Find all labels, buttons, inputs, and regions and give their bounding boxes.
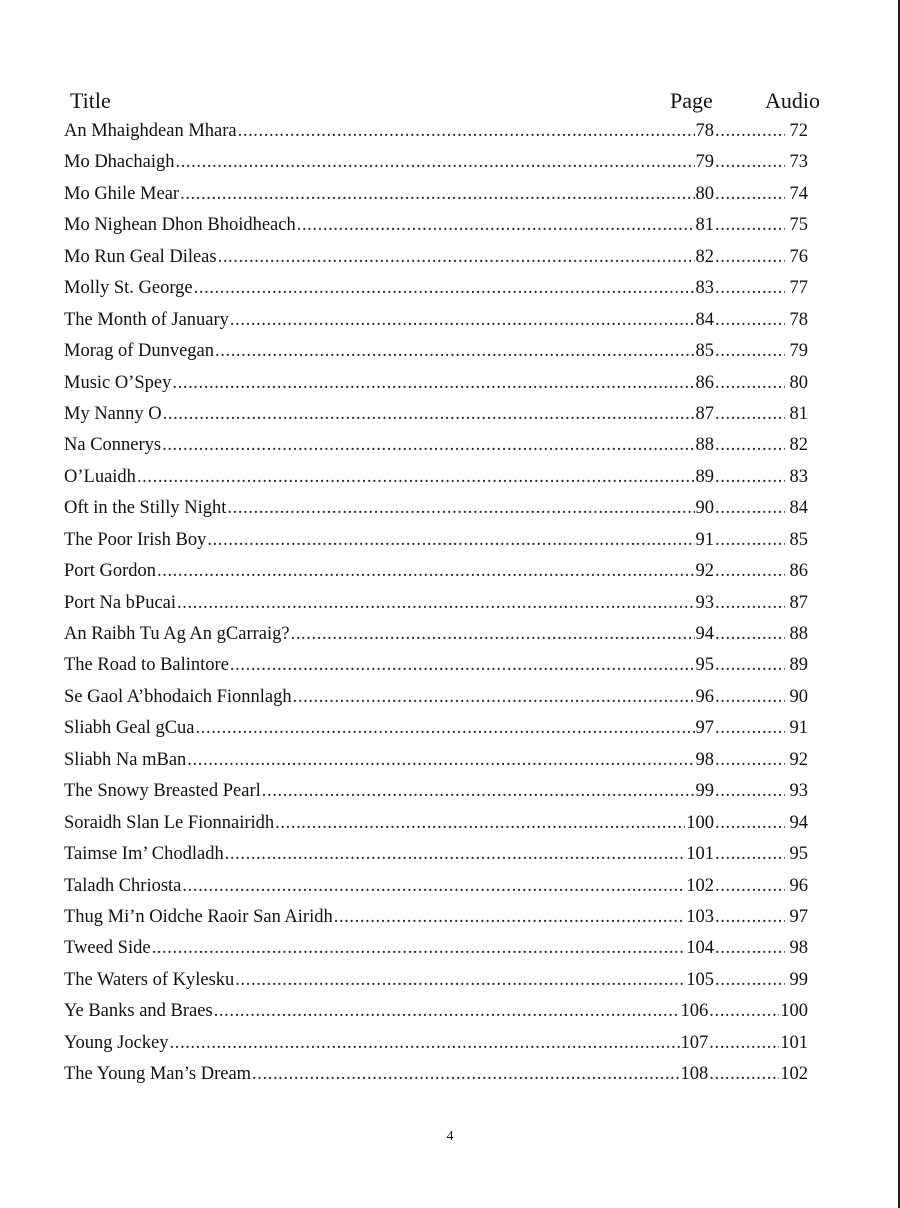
dot-leader: [196, 718, 695, 739]
toc-entry: [64, 121, 808, 152]
entry-page-number: 93: [695, 592, 714, 613]
dot-leader: [182, 876, 685, 897]
dot-leader: [177, 593, 694, 614]
toc-entry: [64, 687, 808, 718]
entry-audio-track: 79: [789, 341, 808, 362]
entry-title: The Young Man’s Dream: [64, 1064, 252, 1085]
dot-leader: [180, 184, 694, 205]
page-number: 4: [446, 1129, 454, 1144]
toc-entry: [64, 876, 808, 907]
dot-leader: [715, 247, 785, 268]
dot-leader: [709, 1033, 779, 1054]
dot-leader: [230, 310, 695, 331]
dot-leader: [175, 152, 694, 173]
entry-title: Sliabh Na mBan: [64, 749, 187, 770]
entry-audio-track: 87: [789, 592, 808, 613]
entry-page-number: 107: [680, 1032, 709, 1053]
entry-audio-track: 78: [789, 309, 808, 330]
toc-entry: [64, 718, 808, 749]
dot-leader: [297, 215, 695, 236]
entry-audio-track: 83: [789, 466, 808, 487]
entry-title: Mo Dhachaigh: [64, 152, 175, 173]
toc-entry: [64, 813, 808, 844]
toc-entry: [64, 844, 808, 875]
dot-leader: [187, 750, 694, 771]
toc-entry: [64, 247, 808, 278]
toc-entry: [64, 215, 808, 246]
entry-audio-track: 74: [789, 183, 808, 204]
entry-page-number: 105: [686, 969, 714, 990]
entry-title: The Snowy Breasted Pearl: [64, 781, 261, 802]
dot-leader: [715, 593, 785, 614]
entry-page-number: 87: [695, 403, 714, 424]
toc-entry: [64, 184, 808, 215]
entry-audio-track: 72: [789, 121, 808, 141]
dot-leader: [235, 970, 685, 991]
dot-leader: [275, 813, 685, 834]
entry-audio-track: 100: [780, 1001, 808, 1022]
dot-leader: [214, 1001, 680, 1022]
dot-leader: [715, 530, 785, 551]
dot-leader: [715, 655, 785, 676]
toc-entry: [64, 373, 808, 404]
dot-leader: [238, 121, 695, 142]
entry-title: The Poor Irish Boy: [64, 529, 207, 550]
toc-entry: [64, 341, 808, 372]
dot-leader: [293, 687, 695, 708]
entry-page-number: 98: [695, 749, 714, 770]
title-column-header: Title: [70, 88, 111, 113]
entry-title: Morag of Dunvegan: [64, 341, 215, 362]
entry-title: The Month of January: [64, 309, 229, 330]
toc-entry: [64, 530, 808, 561]
entry-title: Se Gaol A’bhodaich Fionnlagh: [64, 686, 292, 707]
entry-page-number: 91: [695, 529, 714, 550]
dot-leader: [207, 530, 694, 551]
entry-title: Mo Run Geal Dileas: [64, 246, 217, 267]
entry-page-number: 108: [680, 1064, 709, 1085]
dot-leader: [715, 121, 785, 142]
toc-entry: [64, 152, 808, 183]
toc-entry: [64, 781, 808, 812]
entry-audio-track: 96: [789, 875, 808, 896]
entry-audio-track: 99: [789, 969, 808, 990]
entry-audio-track: 91: [789, 718, 808, 739]
entry-title: Sliabh Geal gCua: [64, 718, 195, 739]
entry-title: The Waters of Kylesku: [64, 969, 235, 990]
dot-leader: [170, 1033, 680, 1054]
entry-page-number: 82: [695, 246, 714, 267]
entry-audio-track: 93: [789, 781, 808, 802]
entry-audio-track: 77: [789, 278, 808, 299]
dot-leader: [715, 970, 785, 991]
dot-leader: [715, 310, 785, 331]
dot-leader: [715, 876, 785, 897]
entry-audio-track: 82: [789, 435, 808, 456]
entry-audio-track: 86: [789, 561, 808, 582]
dot-leader: [715, 184, 785, 205]
dot-leader: [291, 624, 695, 645]
entry-page-number: 85: [695, 341, 714, 362]
entry-title: Port Na bPucai: [64, 592, 177, 613]
toc-entry: [64, 404, 808, 435]
entry-title: Mo Nighean Dhon Bhoidheach: [64, 215, 296, 236]
dot-leader: [715, 844, 785, 865]
entry-audio-track: 85: [789, 529, 808, 550]
entry-title: An Raibh Tu Ag An gCarraig?: [64, 624, 290, 644]
dot-leader: [163, 404, 695, 425]
dot-leader: [152, 938, 686, 959]
toc-header: [0, 88, 900, 118]
entry-title: Music O’Spey: [64, 372, 172, 393]
dot-leader: [262, 781, 695, 802]
entry-audio-track: 102: [780, 1064, 808, 1085]
dot-leader: [715, 561, 785, 582]
dot-leader: [215, 341, 694, 362]
entry-page-number: 83: [695, 278, 714, 299]
dot-leader: [715, 215, 785, 236]
dot-leader: [715, 341, 785, 362]
dot-leader: [715, 278, 785, 299]
entry-page-number: 80: [695, 183, 714, 204]
dot-leader: [715, 435, 785, 456]
entry-page-number: 79: [695, 152, 714, 173]
dot-leader: [157, 561, 695, 582]
toc-entry: [64, 907, 808, 938]
toc-entry: [64, 561, 808, 592]
dot-leader: [709, 1064, 779, 1085]
entry-audio-track: 75: [789, 215, 808, 236]
entry-title: Soraidh Slan Le Fionnairidh: [64, 812, 275, 833]
dot-leader: [137, 467, 695, 488]
entry-page-number: 89: [695, 466, 714, 487]
entry-title: O’Luaidh: [64, 466, 136, 487]
dot-leader: [218, 247, 695, 268]
toc-entry: [64, 1064, 808, 1095]
toc-entry: [64, 278, 808, 309]
entry-page-number: 103: [686, 906, 714, 927]
entry-title: Tweed Side: [64, 938, 151, 959]
toc-entry: [64, 1033, 808, 1064]
entry-title: Taimse Im’ Chodladh: [64, 844, 224, 865]
dot-leader: [715, 718, 785, 739]
entry-page-number: 88: [695, 435, 714, 456]
toc-entry: [64, 938, 808, 969]
entry-page-number: 100: [686, 812, 714, 833]
entry-page-number: 90: [695, 498, 714, 519]
entry-audio-track: 80: [789, 372, 808, 393]
entry-title: Taladh Chriosta: [64, 875, 182, 896]
entry-page-number: 78: [695, 121, 714, 141]
dot-leader: [715, 404, 785, 425]
dot-leader: [715, 938, 785, 959]
entry-audio-track: 92: [789, 749, 808, 770]
entry-audio-track: 89: [789, 655, 808, 676]
audio-column-header: Audio: [765, 88, 820, 113]
entry-audio-track: 95: [789, 844, 808, 865]
dot-leader: [715, 498, 785, 519]
entry-title: Oft in the Stilly Night: [64, 498, 227, 519]
entry-audio-track: 73: [789, 152, 808, 173]
entry-audio-track: 81: [789, 403, 808, 424]
entry-title: Na Connerys: [64, 435, 162, 456]
entry-page-number: 101: [686, 844, 714, 865]
dot-leader: [227, 498, 694, 519]
dot-leader: [715, 907, 785, 928]
dot-leader: [715, 813, 785, 834]
entry-title: Molly St. George: [64, 278, 193, 299]
entry-page-number: 97: [695, 718, 714, 739]
dot-leader: [715, 467, 785, 488]
entry-page-number: 81: [695, 215, 714, 236]
dot-leader: [225, 844, 686, 865]
toc-entry: [64, 498, 808, 529]
entry-page-number: 102: [686, 875, 714, 896]
toc-entry: [64, 310, 808, 341]
entry-audio-track: 98: [789, 938, 808, 959]
entry-title: My Nanny O: [64, 403, 162, 424]
toc-entry: [64, 750, 808, 781]
dot-leader: [715, 781, 785, 802]
toc-entry: [64, 655, 808, 686]
toc-entry: [64, 1001, 808, 1032]
entry-page-number: 84: [695, 309, 714, 330]
entry-title: An Mhaighdean Mhara: [64, 121, 237, 141]
dot-leader: [334, 907, 686, 928]
entry-title: Mo Ghile Mear: [64, 183, 180, 204]
dot-leader: [715, 373, 785, 394]
dot-leader: [709, 1001, 779, 1022]
entry-page-number: 86: [695, 372, 714, 393]
entry-audio-track: 88: [789, 624, 808, 644]
dot-leader: [230, 655, 695, 676]
toc-entry: [64, 467, 808, 498]
entry-page-number: 106: [680, 1001, 709, 1022]
dot-leader: [252, 1064, 679, 1085]
entry-page-number: 95: [695, 655, 714, 676]
entry-title: Thug Mi’n Oidche Raoir San Airidh: [64, 906, 333, 927]
entry-title: Port Gordon: [64, 561, 156, 582]
entry-page-number: 96: [695, 686, 714, 707]
entry-audio-track: 90: [789, 686, 808, 707]
entry-audio-track: 97: [789, 906, 808, 927]
dot-leader: [162, 435, 694, 456]
table-of-contents: [64, 121, 808, 1096]
entry-page-number: 94: [695, 624, 714, 644]
page-column-header: Page: [670, 88, 713, 113]
dot-leader: [715, 624, 785, 645]
entry-audio-track: 84: [789, 498, 808, 519]
toc-entry: [64, 624, 808, 655]
entry-title: Young Jockey: [64, 1032, 169, 1053]
entry-title: Ye Banks and Braes: [64, 1001, 213, 1022]
toc-entry: [64, 970, 808, 1001]
dot-leader: [715, 152, 785, 173]
toc-entry: [64, 435, 808, 466]
entry-audio-track: 101: [780, 1032, 808, 1053]
toc-entry: [64, 593, 808, 624]
entry-page-number: 99: [695, 781, 714, 802]
entry-audio-track: 76: [789, 246, 808, 267]
entry-page-number: 92: [695, 561, 714, 582]
dot-leader: [194, 278, 695, 299]
dot-leader: [715, 750, 785, 771]
dot-leader: [172, 373, 694, 394]
entry-page-number: 104: [686, 938, 714, 959]
entry-audio-track: 94: [789, 812, 808, 833]
entry-title: The Road to Balintore: [64, 655, 229, 676]
dot-leader: [715, 687, 785, 708]
